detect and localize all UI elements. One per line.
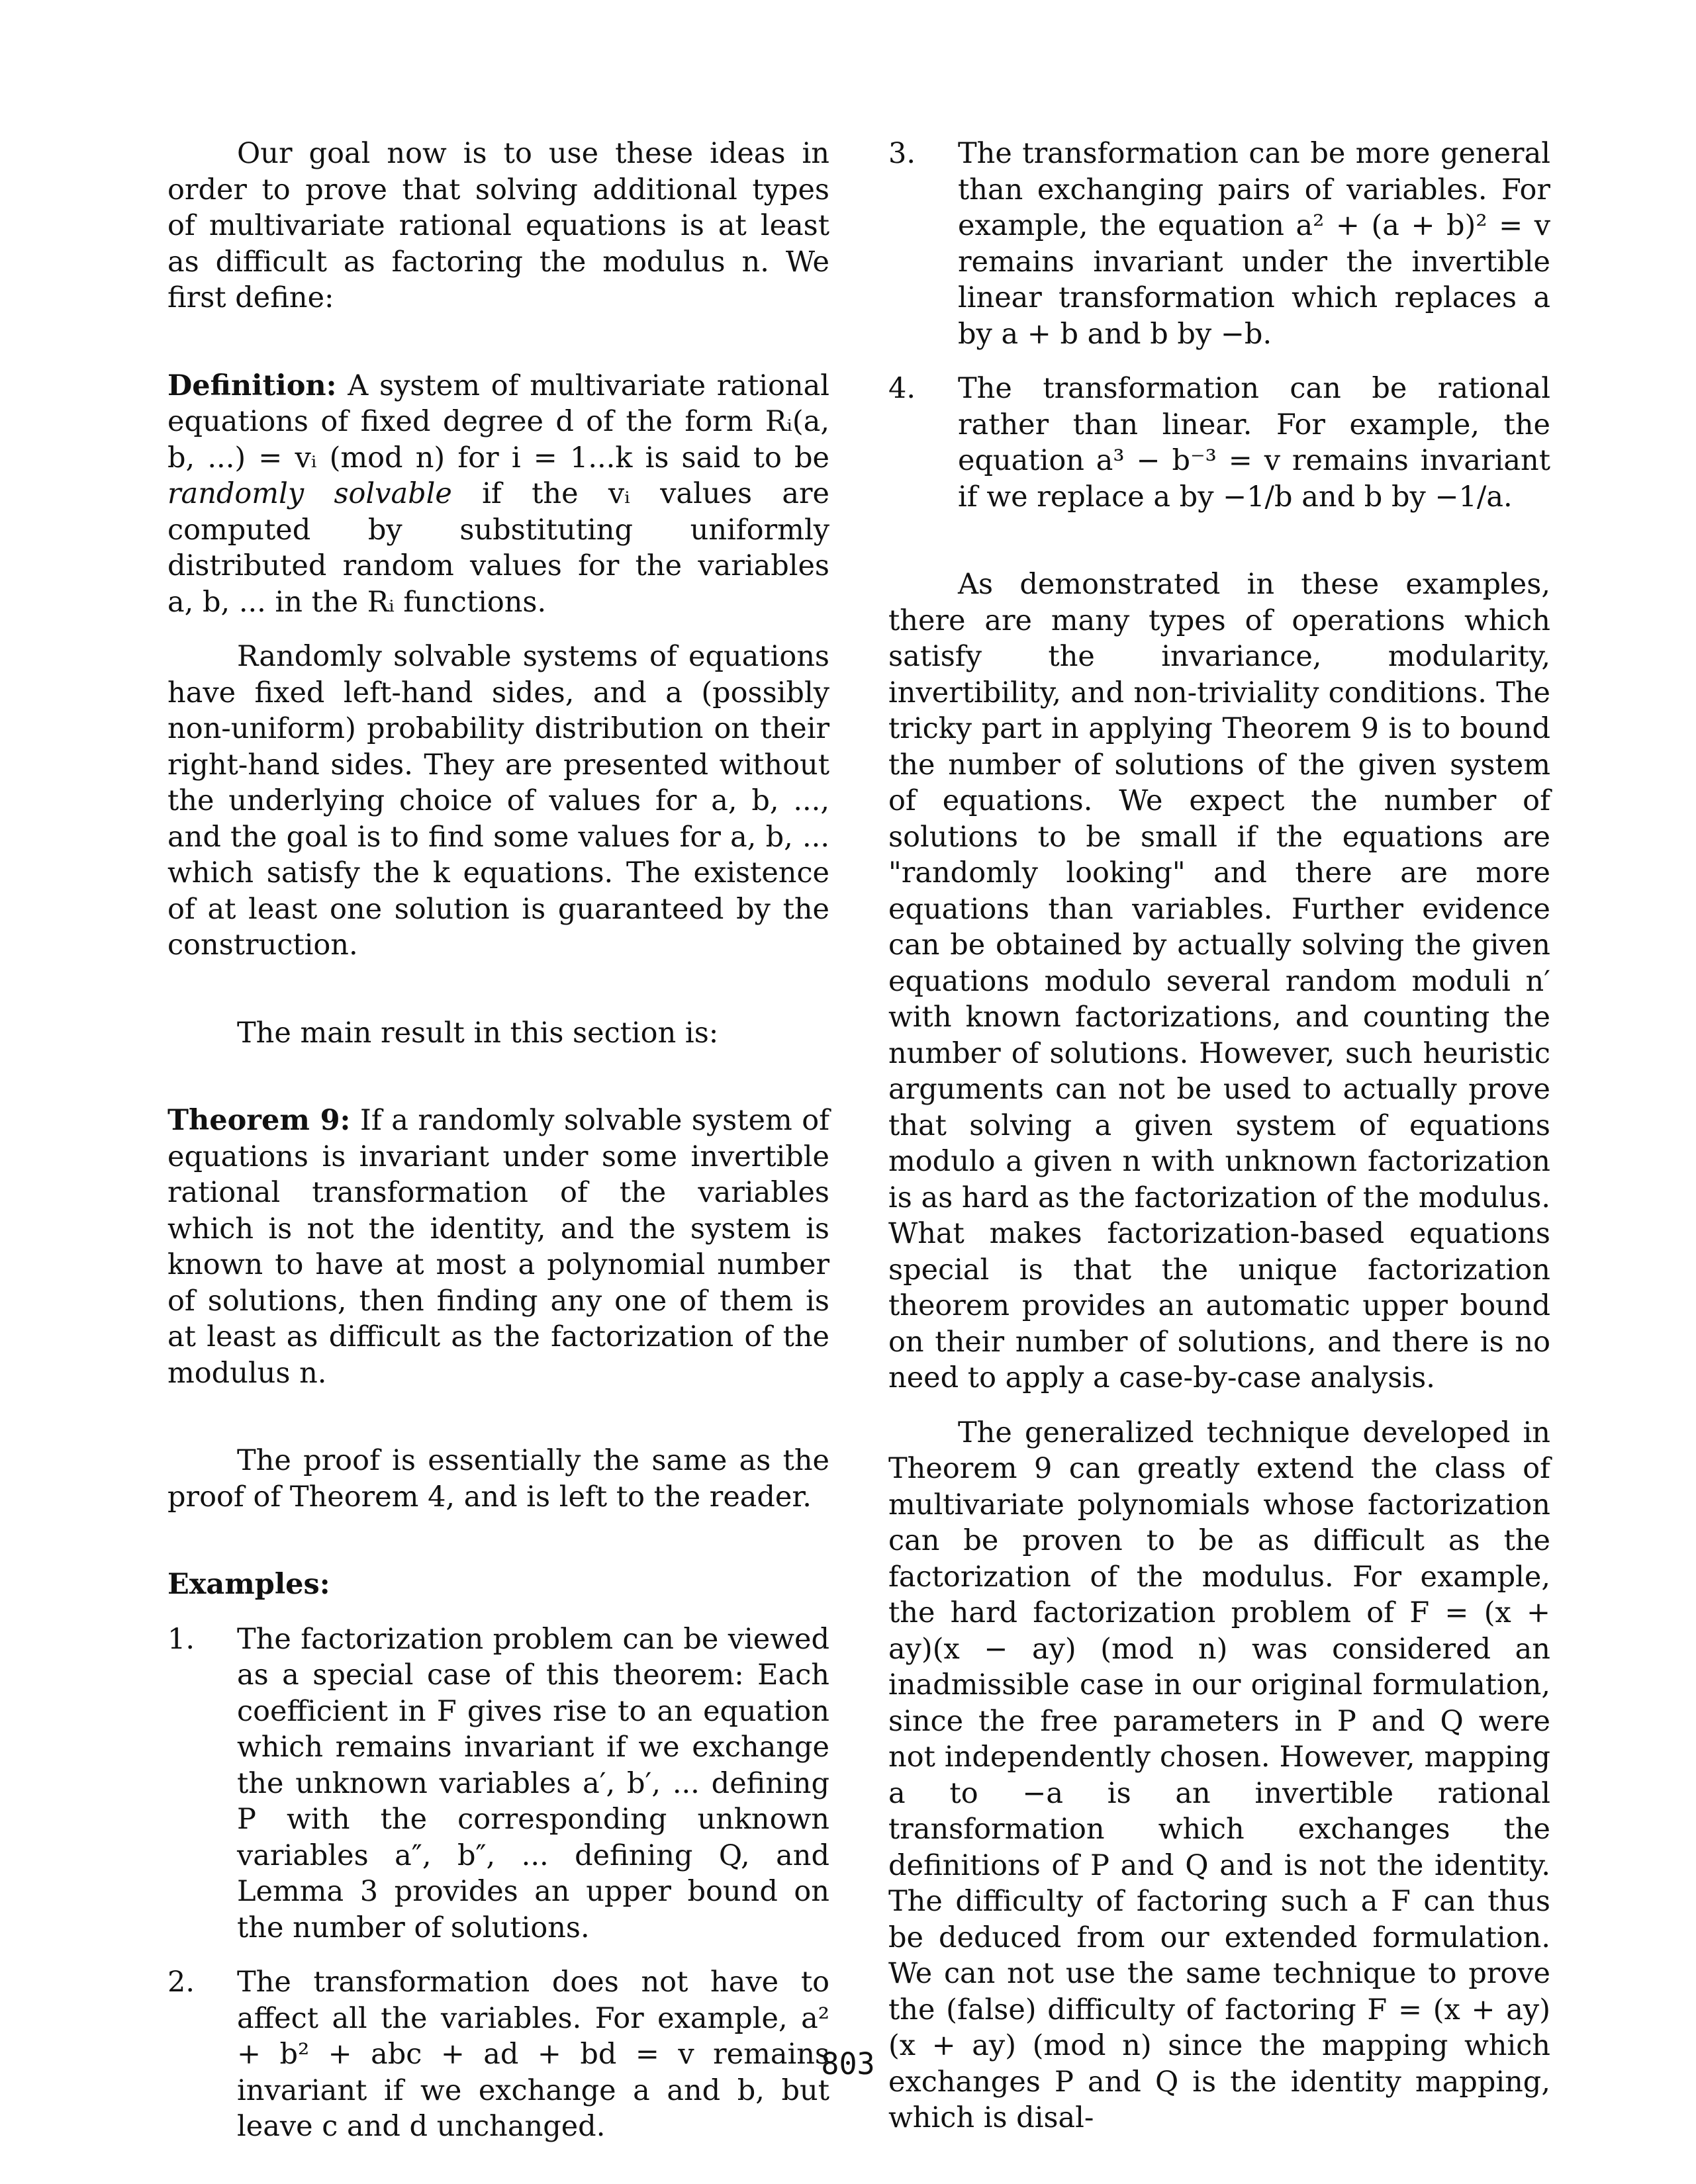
definition-label: Definition: — [167, 369, 337, 402]
definition-text-b: if the vᵢ values are computed by substituting uniformly distributed random values for the variables a, b, ... in the Rᵢ functions. — [167, 477, 829, 619]
example-number: 2. — [167, 1966, 195, 1999]
example-text: The transformation can be more general than exchanging pairs of variables. For example, the equation a² + (a + b)² = v remains invariant under the invertible linear transformation which replaces a by a + b and b by −b. — [958, 137, 1550, 351]
proof-paragraph: The proof is essentially the same as the proof of Theorem 4, and is left to the reader. — [167, 1444, 829, 1514]
example-item-1 — [167, 1621, 829, 1946]
definition-paragraph — [167, 368, 829, 621]
theorem-text: If a randomly solvable system of equations is invariant under some invertible rational transformation of the variables which is not the identity, and the system is known to have at most a polynomial number of solutions, then finding any one of them is at least as difficult as the factorization of the modulus n. — [167, 1104, 830, 1390]
main-result-paragraph: The main result in this section is: — [237, 1016, 719, 1050]
page-number: 803 — [821, 2046, 875, 2081]
theorem-paragraph — [167, 1103, 829, 1391]
generalized-technique-paragraph: The generalized technique developed in Theorem 9 can greatly extend the class of multivariate polynomials whose factorization can be proven to be as difficult as the factorization of the modulus. For example, the hard factorization problem of F = (x + ay)(x − ay) (mod n) was considered an inadmissible case in our original formulation, since the free parameters in P and Q were not independently chosen. However, mapping a to −a is an invertible rational transformation which exchanges the definitions of P and Q and is not the identity. The difficulty of factoring such a F can thus be deduced from our extended formulation. We can not use the same technique to prove the (false) difficulty of factoring F = (x + ay)(x + ay) (mod n) since the mapping which exchanges P and Q is the identity mapping, which is disal- — [888, 1416, 1550, 2134]
example-text: The transformation can be rational rather than linear. For example, the equation a³ − b⁻³ = v remains invariant if we replace a by −1/b and b by −1/a. — [958, 372, 1550, 514]
demonstration-paragraph: As demonstrated in these examples, there are many types of operations which satisfy the invariance, modularity, invertibility, and non-triviality conditions. The tricky part in applying Theorem 9 is to bound the number of solutions of the given system of equations. We expect the number of solutions to be small if the equations are "randomly looking" and there are more equations than variables. Further evidence can be obtained by actually solving the given equations modulo several random moduli n′ with known factorizations, and counting the number of solutions. However, such heuristic arguments can not be used to actually prove that solving a given system of equations modulo a given n with unknown factorization is as hard as the factorization of the modulus. What makes factorization-based equations special is that the unique factorization theorem provides an automatic upper bound on their number of solutions, and there is no need to apply a case-by-case analysis. — [888, 568, 1550, 1394]
definition-term: randomly solvable — [167, 477, 452, 510]
right-column — [888, 136, 1550, 2136]
example-text: The transformation does not have to affect all the variables. For example, a² + b² + abc + ad + bd = v remains invariant if we exchange a and b, but leave c and d unchanged. — [237, 1966, 829, 2143]
examples-heading: Examples: — [167, 1568, 330, 1601]
left-column — [167, 136, 829, 2145]
example-number: 4. — [888, 372, 916, 405]
definition-text-a: A system of multivariate rational equations of fixed degree d of the form Rᵢ(a, b, ...) = vᵢ (mod n) for i = 1...k is said to be — [167, 369, 829, 475]
example-item-4 — [888, 371, 1550, 515]
example-text: The factorization problem can be viewed as a special case of this theorem: Each coefficient in F gives rise to an equation which remains invariant if we exchange the unknown variables a′, b′, ... defining P with the corresponding unknown variables a″, b″, ... defining Q, and Lemma 3 provides an upper bound on the number of solutions. — [237, 1622, 829, 1944]
intro-paragraph: Our goal now is to use these ideas in order to prove that solving additional types of multivariate rational equations is at least as difficult as factoring the modulus n. We first define: — [167, 137, 829, 314]
example-item-3 — [888, 136, 1550, 352]
example-number: 3. — [888, 137, 916, 170]
example-number: 1. — [167, 1622, 195, 1656]
theorem-label: Theorem 9: — [167, 1104, 351, 1137]
randomly-solvable-paragraph: Randomly solvable systems of equations have fixed left-hand sides, and a (possibly non-uniform) probability distribution on their right-hand sides. They are presented without the underlying choice of values for a, b, ..., and the goal is to find some values for a, b, ... which satisfy the k equations. The existence of at least one solution is guaranteed by the construction. — [167, 640, 829, 962]
